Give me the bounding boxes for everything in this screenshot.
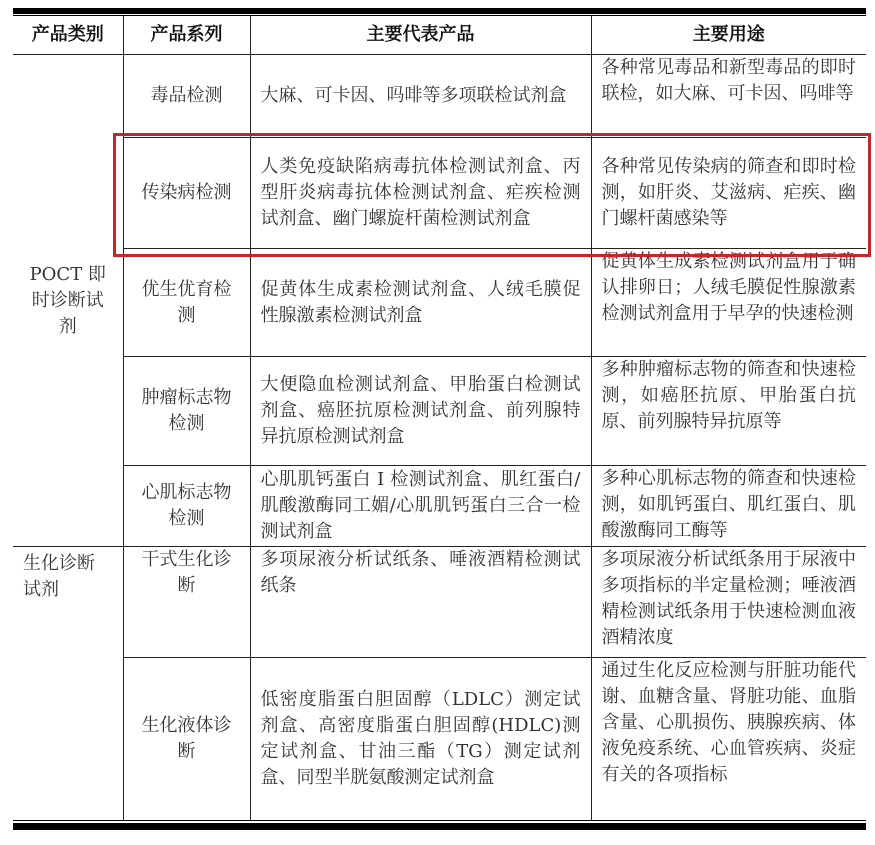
use-cell: 各种常见传染病的筛查和即时检测，如肝炎、艾滋病、疟疾、幽门螺杆菌感染等 <box>591 138 866 249</box>
table-row-highlighted <box>13 138 866 249</box>
products-cell: 心肌肌钙蛋白 I 检测试剂盒、肌红蛋白/肌酸激酶同工媚/心肌肌钙蛋白三合一检测试剂盒 <box>250 466 591 547</box>
header-use: 主要用途 <box>591 16 866 55</box>
table-row <box>13 658 866 820</box>
products-cell: 大便隐血检测试剂盒、甲胎蛋白检测试剂盒、癌胚抗原检测试剂盒、前列腺特异抗原检测试剂盒 <box>250 357 591 466</box>
products-cell: 人类免疫缺陷病毒抗体检测试剂盒、丙型肝炎病毒抗体检测试剂盒、疟疾检测试剂盒、幽门螺旋杆菌检测试剂盒 <box>250 138 591 249</box>
table-row <box>13 547 866 658</box>
table-row <box>13 357 866 466</box>
series-cell: 肿瘤标志物检测 <box>123 357 250 466</box>
products-cell: 多项尿液分析试纸条、唾液酒精检测试纸条 <box>250 547 591 658</box>
header-products: 主要代表产品 <box>250 16 591 55</box>
use-cell: 多种心肌标志物的筛查和快速检测，如肌钙蛋白、肌红蛋白、肌酸激酶同工酶等 <box>591 466 866 547</box>
use-cell: 促黄体生成素检测试剂盒用于确认排卵日；人绒毛膜促性腺激素检测试剂盒用于早孕的快速检测 <box>591 249 866 357</box>
top-thick-rule <box>13 8 866 14</box>
product-table-container <box>13 8 866 830</box>
series-cell: 优生优育检测 <box>123 249 250 357</box>
bottom-thick-rule <box>13 823 866 830</box>
series-cell: 生化液体诊断 <box>123 658 250 820</box>
category-cell-biochem: 生化诊断试剂 <box>13 547 123 820</box>
table-row <box>13 249 866 357</box>
header-row <box>13 16 866 55</box>
use-cell: 各种常见毒品和新型毒品的即时联检，如大麻、可卡因、吗啡等 <box>591 55 866 138</box>
header-category: 产品类别 <box>13 16 123 55</box>
series-cell: 传染病检测 <box>123 138 250 249</box>
use-cell: 通过生化反应检测与肝脏功能代谢、血糖含量、肾脏功能、血脂含量、心肌损伤、胰腺疾病、体液免疫系统、心血管疾病、炎症有关的各项指标 <box>591 658 866 820</box>
category-cell-poct: POCT 即时诊断试剂 <box>13 55 123 547</box>
table-row <box>13 466 866 547</box>
use-cell: 多种肿瘤标志物的筛查和快速检测，如癌胚抗原、甲胎蛋白抗原、前列腺特异抗原等 <box>591 357 866 466</box>
series-cell: 干式生化诊断 <box>123 547 250 658</box>
products-cell: 大麻、可卡因、吗啡等多项联检试剂盒 <box>250 55 591 138</box>
table-row <box>13 55 866 138</box>
use-cell: 多项尿液分析试纸条用于尿液中多项指标的半定量检测；唾液酒精检测试纸条用于快速检测血液酒精浓度 <box>591 547 866 658</box>
series-cell: 毒品检测 <box>123 55 250 138</box>
bottom-thin-rule <box>13 820 866 821</box>
series-cell: 心肌标志物检测 <box>123 466 250 547</box>
header-series: 产品系列 <box>123 16 250 55</box>
product-table <box>13 16 866 820</box>
products-cell: 低密度脂蛋白胆固醇（LDLC）测定试剂盒、高密度脂蛋白胆固醇(HDLC)测定试剂盒、甘油三酯（TG）测定试剂盒、同型半胱氨酸测定试剂盒 <box>250 658 591 820</box>
products-cell: 促黄体生成素检测试剂盒、人绒毛膜促性腺激素检测试剂盒 <box>250 249 591 357</box>
